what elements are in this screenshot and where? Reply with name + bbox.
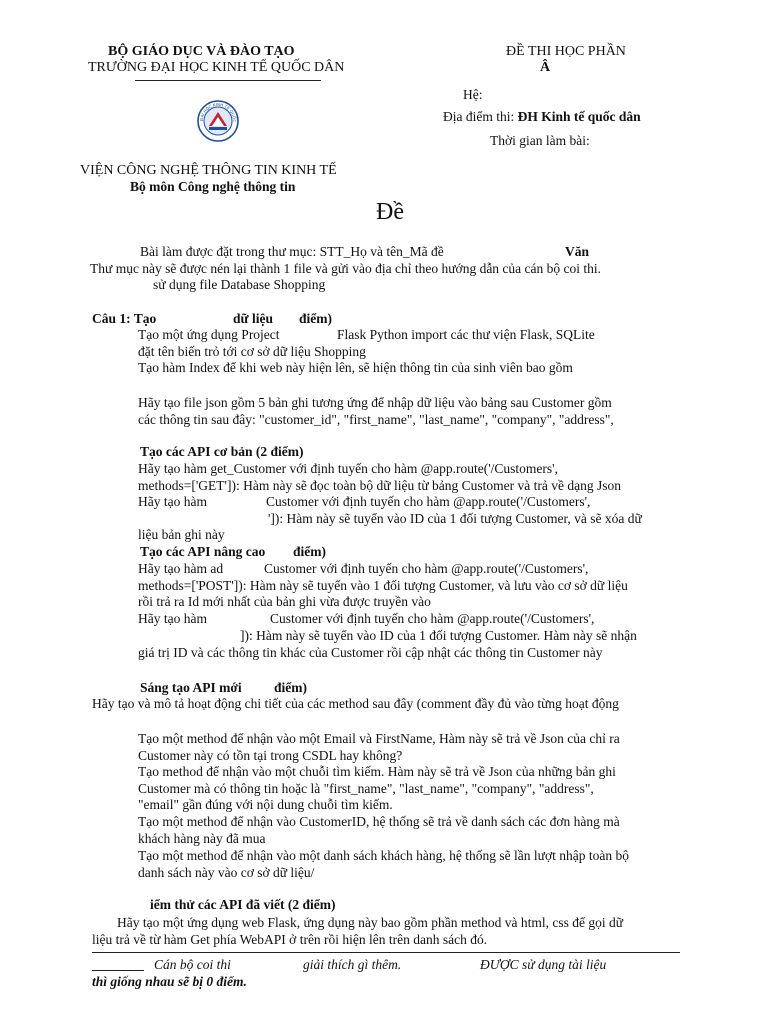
q2-line-3a: Hãy tạo hàm [138,494,207,509]
footer-line-1b: giải thích gì thêm. [303,957,402,972]
intro-line-1: Bài làm được đặt trong thư mục: STT_Họ và tên_Mã đề [140,244,444,259]
q3-line-4a: Hãy tạo hàm [138,611,207,626]
q4-line-2: Customer này có tồn tại trong CSDL hay không? [138,748,403,763]
footer-underline-short [92,970,144,971]
system-label: Hệ: [463,87,483,102]
department-name: Bộ môn Công nghệ thông tin [130,179,296,194]
q1-line-2: đặt tên biến trỏ tới cơ sở dữ liệu Shopping [138,344,366,359]
q2-line-5: liệu bản ghi này [138,527,225,542]
q2-line-4: ']): Hàm này sẽ tuyển vào ID của 1 đối tượng Customer, và sẽ xóa dữ [268,511,642,526]
q4-line-3: Tạo method để nhận vào một chuỗi tìm kiếm. Hàm này sẽ trả về Json của những bản ghi [138,764,616,779]
q3-line-6: giá trị ID và các thông tin khác của Customer rồi cập nhật các thông tin Customer này [138,645,603,660]
q3-heading-a: Tạo các API nâng cao [140,544,266,559]
intro-line-2: Thư mục này sẽ được nén lại thành 1 file và gửi vào địa chỉ theo hướng dẫn của cán bộ coi thi. [90,261,602,276]
footer-line-1c: ĐƯỢC sử dụng tài liệu [480,957,607,972]
q3-line-2: methods=['POST']): Hàm này sẽ tuyển vào 1 đối tượng Customer, và lưu vào cơ sở dữ liệu [138,578,628,593]
q3-heading-b: điểm) [293,544,326,559]
exam-title-line2: Â [540,60,551,75]
q2-line-1: Hãy tạo hàm get_Customer với định tuyến cho hàm @app.route('/Customers', [138,461,558,476]
university-logo-icon [197,100,239,142]
q1-heading-a: Câu 1: Tạo [92,311,157,326]
footer-line-2: thì giống nhau sẽ bị 0 điểm. [92,974,247,989]
q4-line-4: Customer mà có thông tin hoặc là "first_name", "last_name", "company", "address", [138,781,594,796]
q4-heading-a: Sáng tạo API mới [140,680,242,695]
q4-line-6: Tạo một method để nhận vào CustomerID, hệ thống sẽ trả về danh sách các đơn hàng mà [138,814,620,829]
q1-line-1a: Tạo một ứng dụng Project [138,327,280,342]
footer-divider [92,952,680,953]
q4-line-5: "email" gần đúng với nội dung chuỗi tìm kiếm. [138,797,393,812]
q1-line-3: Tạo hàm Index để khi web này hiện lên, sẽ hiện thông tin của sinh viên bao gồm [138,360,573,375]
q1-heading-c: điểm) [299,311,332,326]
q4-line-1: Tạo một method để nhận vào một Email và FirstName, Hàm này sẽ trả về Json của chỉ ra [138,731,620,746]
doc-title: Đề [376,199,404,225]
footer-line-1a: Cán bộ coi thi [154,957,231,972]
institute-name: VIỆN CÔNG NGHỆ THÔNG TIN KINH TẾ [80,163,337,178]
q4-line-9: danh sách này vào cơ sở dữ liệu/ [138,865,315,880]
q1-line-4: Hãy tạo file json gồm 5 bản ghi tương ứng để nhập dữ liệu vào bảng sau Customer gồm [138,395,612,410]
q3-line-3: rồi trả ra Id mới nhất của bản ghi vừa được truyền vào [138,594,431,609]
q3-line-5: ]): Hàm này sẽ tuyển vào ID của 1 đối tượng Customer. Hàm này sẽ nhận [240,628,637,643]
q4-line-7: khách hàng này đã mua [138,831,266,846]
q4-heading-b: điểm) [274,680,307,695]
q4-intro: Hãy tạo và mô tả hoạt động chi tiết của các method sau đây (comment đầy đủ vào từng hoạt động [92,696,619,711]
venue-label: Địa điểm thi: [443,109,515,124]
q1-heading-b: dữ liệu [233,311,273,326]
q1-line-1b: Flask Python import các thư viện Flask, SQLite [337,327,595,342]
q1-line-5: các thông tin sau đây: "customer_id", "first_name", "last_name", "company", "address", [138,412,614,427]
q3-line-1b: Customer với định tuyến cho hàm @app.route('/Customers', [264,561,589,576]
q3-line-1a: Hãy tạo hàm ad [138,561,224,576]
header-underline [135,80,321,81]
q5-line-2: liệu trả về từ hàm Get phía WebAPI ở trên rồi hiện lên trên danh sách đó. [92,932,488,947]
q2-line-2: methods=['GET']): Hàm này sẽ đọc toàn bộ dữ liệu từ bảng Customer và trả về dạng Json [138,478,622,493]
intro-line-3: sử dụng file Database Shopping [153,277,326,292]
q3-line-4b: Customer với định tuyến cho hàm @app.route('/Customers', [270,611,595,626]
exam-title: ĐỀ THI HỌC PHẦN [506,44,626,59]
ministry-name: BỘ GIÁO DỤC VÀ ĐÀO TẠO [108,44,295,59]
time-label: Thời gian làm bài: [490,133,590,148]
q5-line-1: Hãy tạo một ứng dụng web Flask, ứng dụng này bao gồm phần method và html, css để gọi dữ [117,915,624,930]
q2-heading: Tạo các API cơ bản (2 điểm) [140,444,304,459]
university-name: TRƯỜNG ĐẠI HỌC KINH TẾ QUỐC DÂN [88,60,345,75]
q5-heading: iểm thử các API đã viết (2 điểm) [150,897,336,912]
logo-text: ĐẠI HỌC KINH TẾ QUỐC [198,101,238,123]
venue-row [443,109,641,125]
q4-line-8: Tạo một method để nhận vào một danh sách khách hàng, hệ thống sẽ lần lượt nhập toàn bộ [138,848,629,863]
q2-line-3b: Customer với định tuyến cho hàm @app.route('/Customers', [266,494,591,509]
intro-line-1-right: Văn [565,244,590,259]
venue-value: ĐH Kinh tế quốc dân [517,109,641,124]
